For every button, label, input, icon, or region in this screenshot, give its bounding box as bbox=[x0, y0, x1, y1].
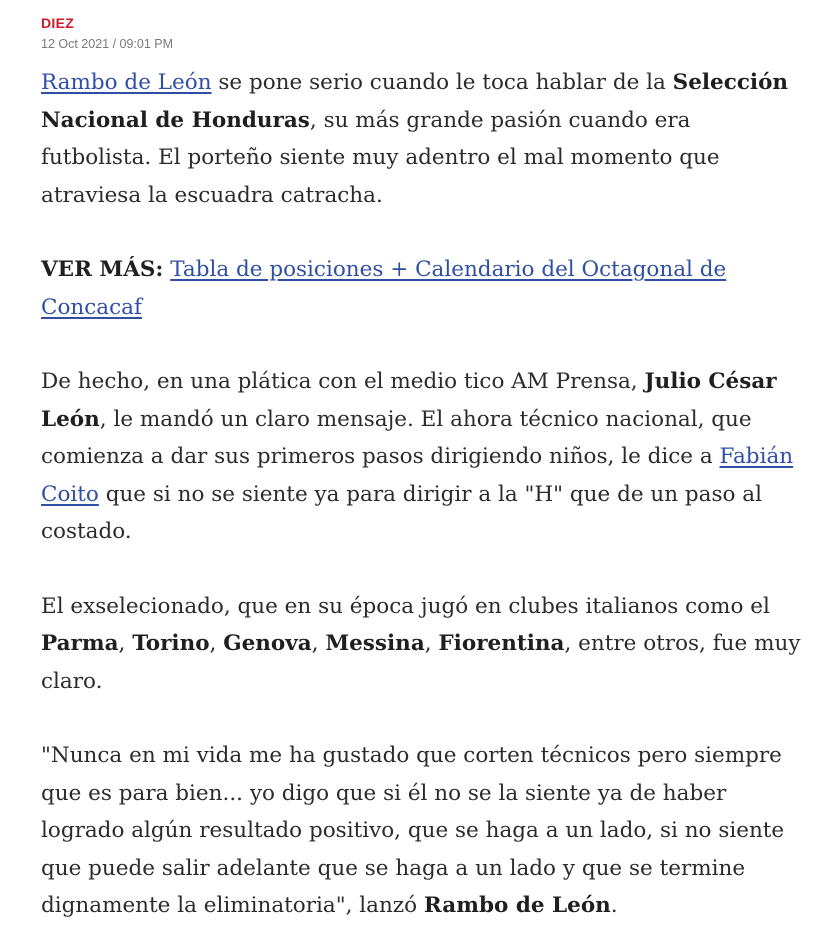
quote-text: "Nunca en mi vida me ha gustado que corten técnicos pero siempre que es para bien... yo digo que si él no se la siente ya de haber logrado algún resultado positivo, que se haga a un lado, si no siente que puede salir adelante que se haga a un lado y que se termine dignamente la eliminatoria", lanzó bbox=[41, 743, 785, 918]
fabian-coito-link[interactable]: Fabián Coito bbox=[41, 444, 794, 507]
tabla-posiciones-link[interactable]: Tabla de posiciones + Calendario del Octagonal de Concacaf bbox=[41, 257, 727, 320]
source-label: DIEZ bbox=[41, 15, 75, 31]
clubes-comma-1: , bbox=[118, 631, 133, 656]
club-fiorentina: Fiorentina bbox=[438, 631, 565, 656]
clubes-comma-3: , bbox=[311, 631, 326, 656]
clubes-comma-4: , bbox=[424, 631, 439, 656]
paragraph-platica bbox=[41, 363, 801, 551]
platica-text-1: De hecho, en una plática con el medio tico AM Prensa, bbox=[41, 369, 645, 394]
clubes-text-2: , entre otros, fue muy claro. bbox=[41, 631, 801, 694]
rambo-de-leon-bold: Rambo de León bbox=[423, 893, 611, 918]
paragraph-intro bbox=[41, 64, 801, 214]
paragraph-ver-mas bbox=[41, 251, 801, 326]
club-messina: Messina bbox=[325, 631, 425, 656]
club-parma: Parma bbox=[41, 631, 119, 656]
intro-text-1: se pone serio cuando le toca hablar de la bbox=[211, 70, 673, 95]
quote-period: . bbox=[610, 893, 618, 918]
article-dateline: 12 Oct 2021 / 09:01 PM bbox=[41, 37, 174, 51]
seleccion-honduras-bold: Selección Nacional de Honduras bbox=[41, 70, 789, 133]
article bbox=[41, 14, 801, 925]
rambo-de-leon-link[interactable]: Rambo de León bbox=[41, 70, 212, 95]
club-torino: Torino bbox=[132, 631, 210, 656]
clubes-comma-2: , bbox=[209, 631, 224, 656]
julio-cesar-leon-bold: Julio César León bbox=[41, 369, 777, 432]
platica-text-2: , le mandó un claro mensaje. El ahora técnico nacional, que comienza a dar sus primeros pasos dirigiendo niños, le dice a bbox=[41, 406, 752, 469]
paragraph-clubes bbox=[41, 588, 801, 701]
clubes-text-1: El exselecionado, que en su época jugó en clubes italianos como el bbox=[41, 593, 770, 619]
ver-mas-label: VER MÁS: bbox=[41, 257, 164, 282]
platica-text-3: que si no se siente ya para dirigir a la "H" que de un paso al costado. bbox=[41, 481, 762, 544]
intro-text-2: , su más grande pasión cuando era futbolista. El porteño siente muy adentro el mal momento que atraviesa la escuadra catracha. bbox=[41, 107, 720, 208]
paragraph-quote bbox=[41, 737, 801, 925]
club-genova: Genova bbox=[223, 631, 312, 656]
